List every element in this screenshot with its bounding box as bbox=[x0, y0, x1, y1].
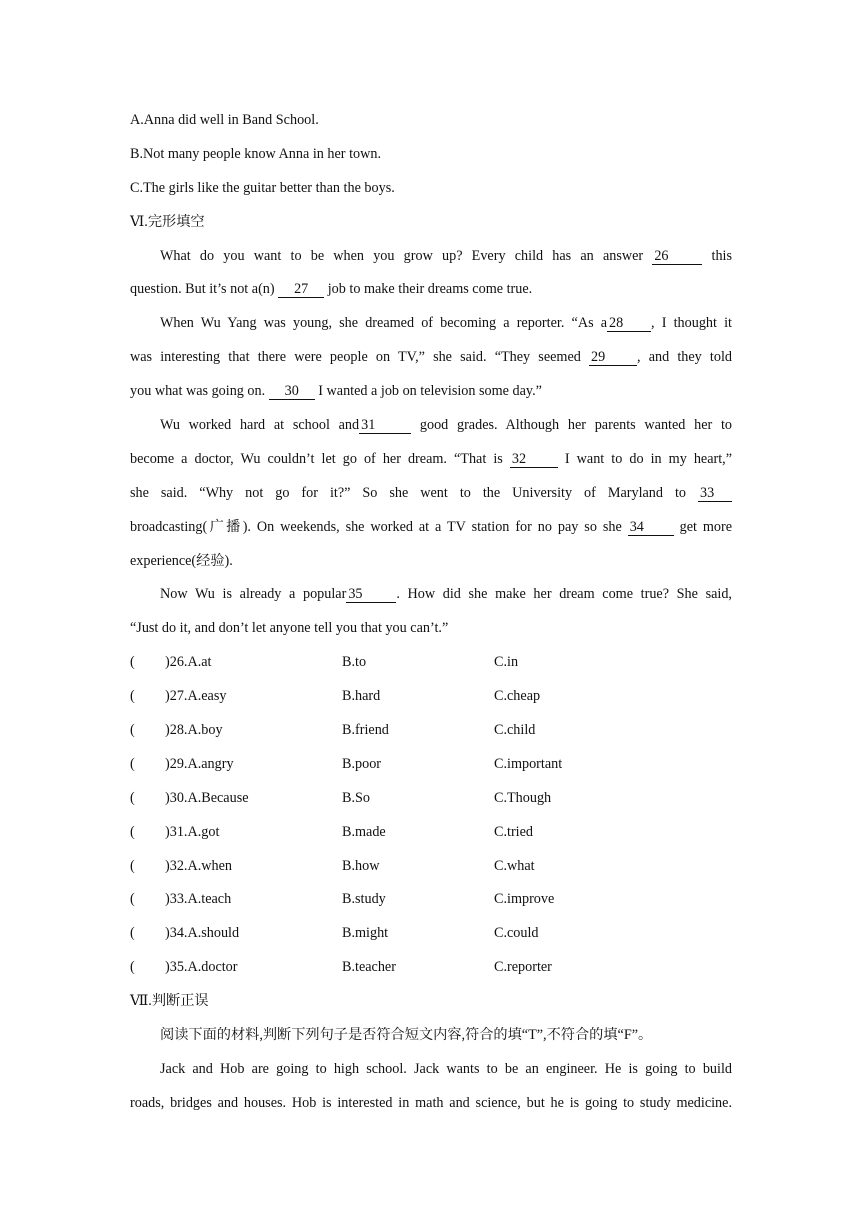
document-page bbox=[130, 104, 732, 1121]
question-row: ( )29.A.angry B.poor C.important bbox=[130, 755, 563, 772]
section-7-heading: Ⅶ.判断正误 bbox=[130, 993, 209, 1010]
blank-28[interactable]: 28 bbox=[607, 315, 651, 332]
cloze-p1-line1: What do you want to be when you grow up? Every child has an answer 26 this bbox=[160, 247, 733, 264]
question-row: ( )34.A.should B.might C.could bbox=[130, 925, 539, 942]
cloze-p3-line4: broadcasting(广播). On weekends, she worked at a TV station for no pay so she 34 get more bbox=[130, 518, 733, 535]
cloze-p4-line2: “Just do it, and don’t let anyone tell you that you can’t.” bbox=[130, 620, 449, 637]
blank-30[interactable]: 30 bbox=[269, 383, 315, 400]
blank-27[interactable]: 27 bbox=[278, 281, 324, 298]
cloze-p3-line5: experience(经验). bbox=[130, 552, 233, 569]
blank-34[interactable]: 34 bbox=[628, 519, 674, 536]
blank-31[interactable]: 31 bbox=[359, 417, 411, 434]
passage-line1: Jack and Hob are going to high school. Jack wants to be an engineer. He is going to build bbox=[160, 1060, 732, 1077]
question-row: ( )26.A.at B.to C.in bbox=[130, 654, 519, 671]
blank-35[interactable]: 35 bbox=[346, 586, 396, 603]
passage-line2: roads, bridges and houses. Hob is interested in math and science, but he is going to study medicine. bbox=[130, 1094, 732, 1111]
cloze-p3-line2: become a doctor, Wu couldn’t let go of her dream. “That is 32 I want to do in my heart,” bbox=[130, 450, 733, 467]
section-6-heading: Ⅵ.完形填空 bbox=[130, 213, 205, 230]
cloze-p2-line2: was interesting that there were people on TV,” she said. “They seemed 29 , and they told bbox=[130, 349, 732, 366]
blank-32[interactable]: 32 bbox=[510, 451, 558, 468]
cloze-p3-line1: Wu worked hard at school and 31 good grades. Although her parents wanted her to bbox=[160, 417, 733, 434]
cloze-p1-line2: question. But it’s not a(n) 27 job to make their dreams come true. bbox=[130, 281, 533, 298]
cloze-p2-line3: you what was going on. 30 I wanted a job on television some day.” bbox=[130, 383, 542, 400]
blank-29[interactable]: 29 bbox=[589, 349, 637, 366]
question-row: ( )27.A.easy B.hard C.cheap bbox=[130, 688, 541, 705]
section-7-instruction: 阅读下面的材料,判断下列句子是否符合短文内容,符合的填“T”,不符合的填“F”。 bbox=[160, 1027, 653, 1044]
option-a: A.Anna did well in Band School. bbox=[130, 112, 319, 128]
blank-33[interactable]: 33 bbox=[698, 485, 732, 502]
question-row: ( )35.A.doctor B.teacher C.reporter bbox=[130, 959, 552, 976]
question-row: ( )33.A.teach B.study C.improve bbox=[130, 891, 555, 908]
blank-26[interactable]: 26 bbox=[652, 248, 702, 265]
question-row: ( )31.A.got B.made C.tried bbox=[130, 823, 534, 840]
cloze-p3-line3: she said. “Why not go for it?” So she went to the University of Maryland to 33 bbox=[130, 477, 732, 511]
option-b: B.Not many people know Anna in her town. bbox=[130, 145, 382, 162]
cloze-p2-line1: When Wu Yang was young, she dreamed of becoming a reporter. “As a 28 , I thought it bbox=[160, 315, 732, 332]
question-row: ( )32.A.when B.how C.what bbox=[130, 857, 535, 874]
cloze-p4-line1: Now Wu is already a popular 35 . How did she make her dream come true? She said, bbox=[160, 586, 732, 603]
option-c: C.The girls like the guitar better than the boys. bbox=[130, 179, 395, 196]
question-row: ( )30.A.Because B.So C.Though bbox=[130, 789, 552, 806]
question-row: ( )28.A.boy B.friend C.child bbox=[130, 722, 536, 739]
